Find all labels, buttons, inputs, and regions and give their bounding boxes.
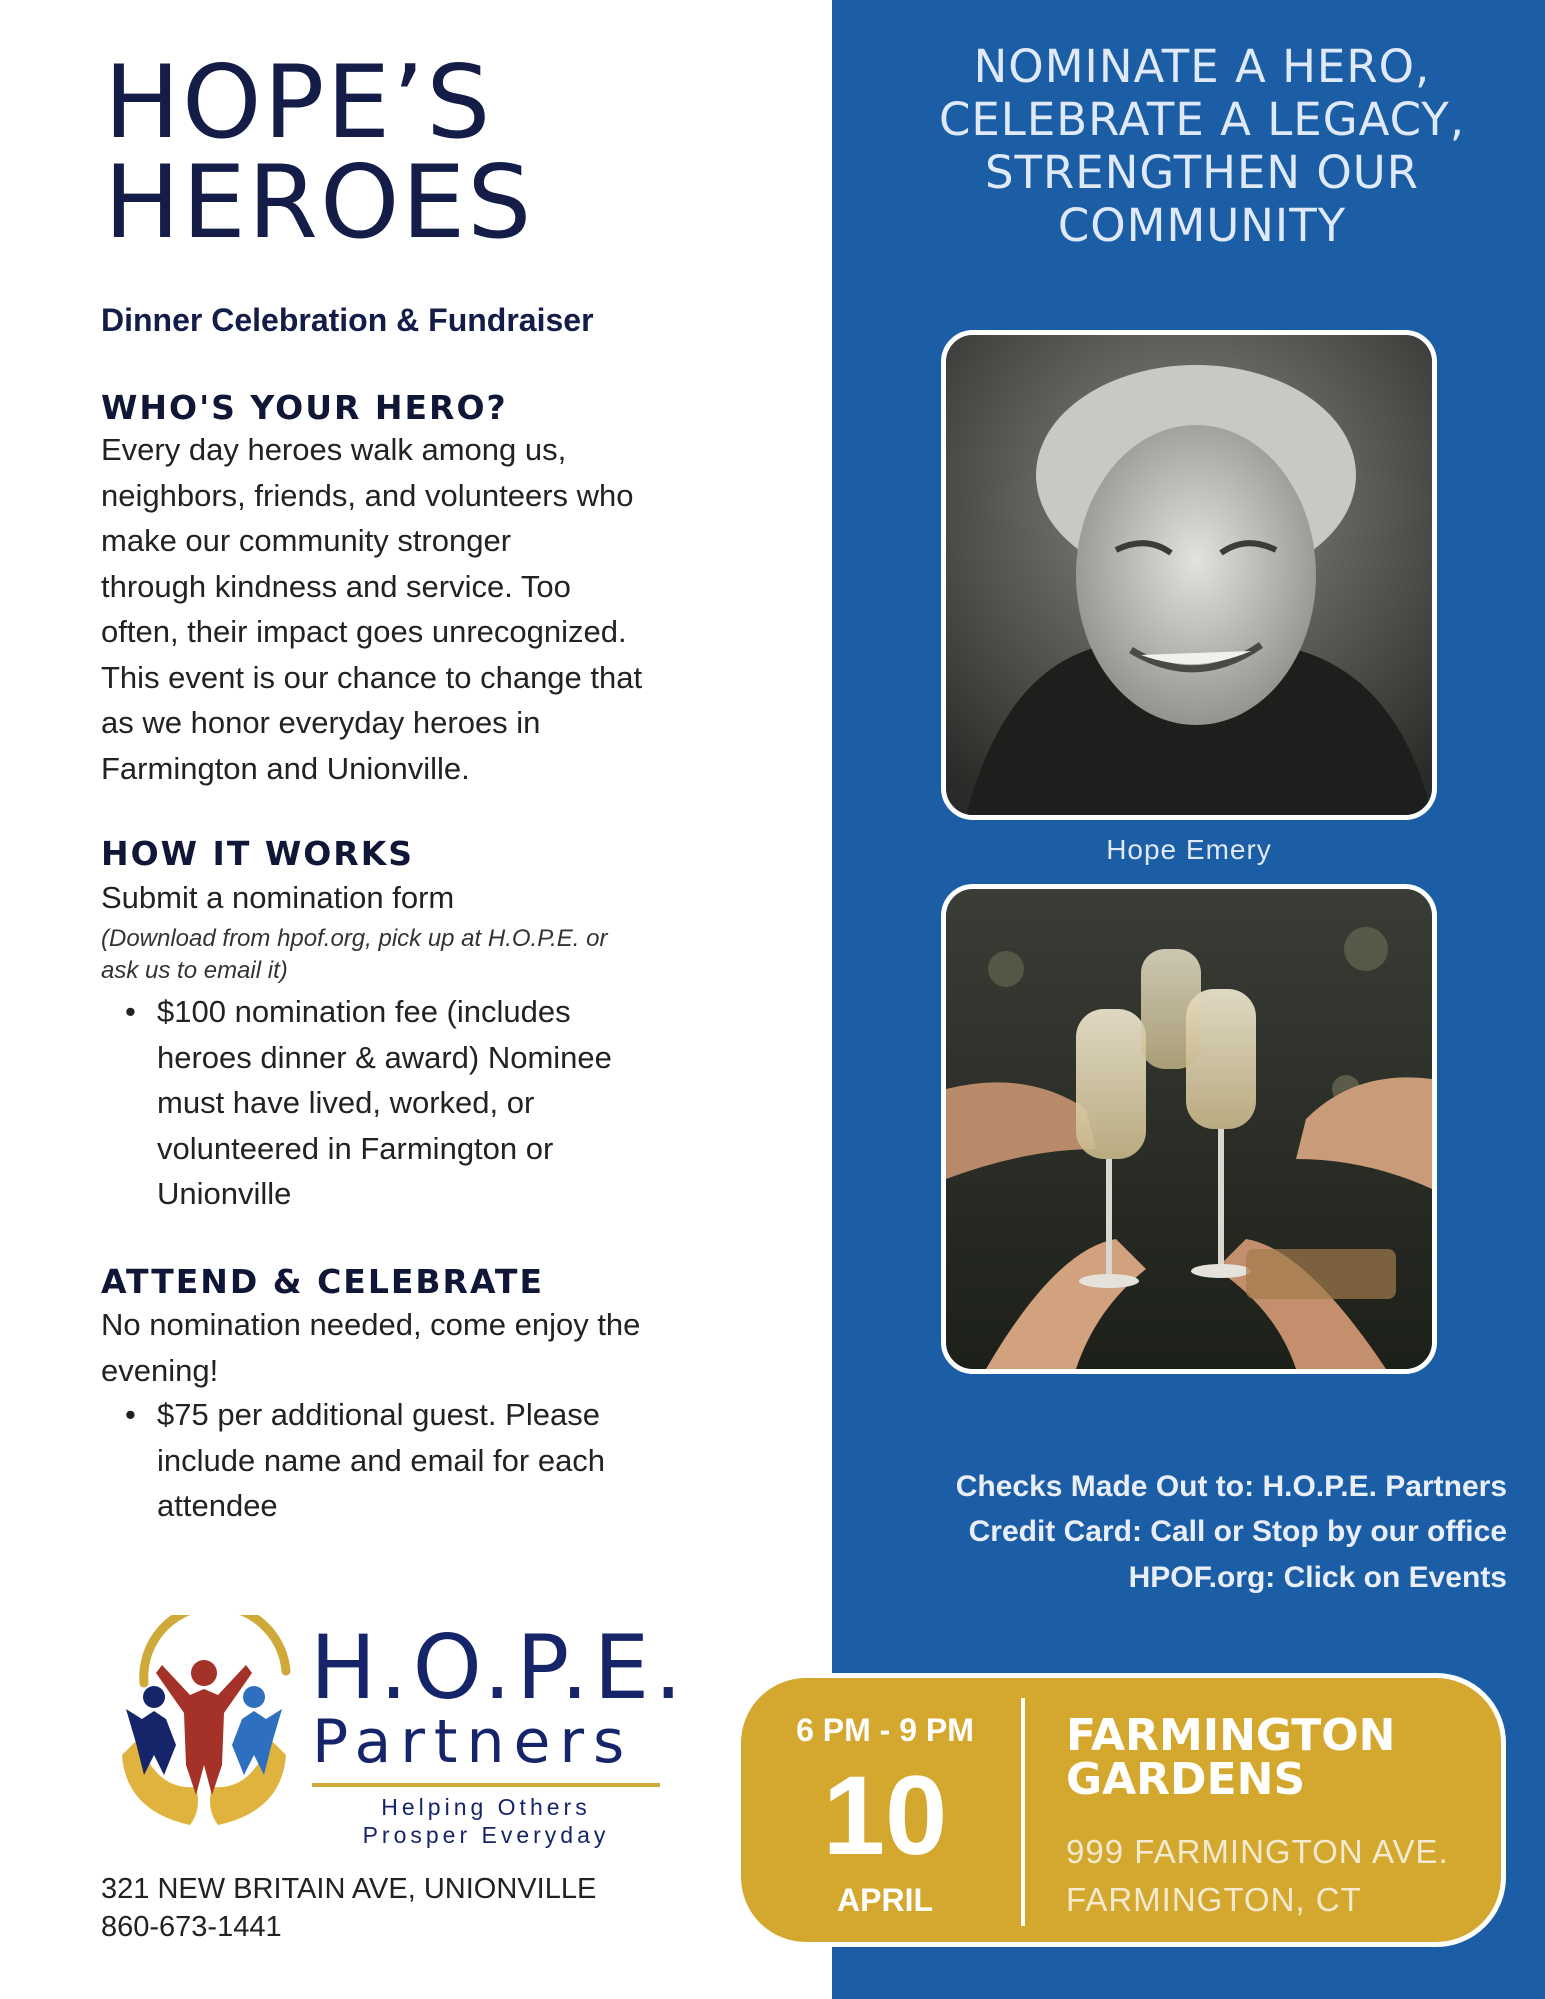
hero-line: make our community stronger	[101, 523, 512, 558]
heading-whos-your-hero: WHO'S YOUR HERO?	[101, 388, 508, 427]
bullet-line: $100 nomination fee (includes	[157, 994, 571, 1029]
title-line-1: HOPE’S	[104, 43, 493, 161]
bullet-line: attendee	[157, 1488, 278, 1523]
payment-credit-card: Credit Card: Call or Stop by our office	[968, 1515, 1507, 1548]
hero-line: This event is our chance to change that	[101, 659, 643, 695]
tagline-line: Helping Others	[381, 1794, 591, 1820]
event-divider	[1021, 1698, 1025, 1926]
tagline-line: Prosper Everyday	[362, 1822, 610, 1848]
hero-line: neighbors, friends, and volunteers who	[101, 477, 634, 513]
event-venue	[1066, 1710, 1396, 1805]
headline	[872, 40, 1532, 252]
note-line: (Download from hpof.org, pick up at H.O.P.E. or	[101, 925, 608, 952]
address-line: 999 FARMINGTON AVE.	[1066, 1833, 1449, 1870]
headline-line: STRENGTHEN OUR	[984, 146, 1420, 199]
headline-line: NOMINATE A HERO,	[973, 40, 1431, 93]
guest-fee-bullet	[125, 1392, 605, 1529]
event-details-badge	[736, 1673, 1506, 1947]
hero-line: through kindness and service. Too	[101, 568, 571, 604]
nomination-fee-bullet	[125, 989, 612, 1217]
heading-how-it-works: HOW IT WORKS	[101, 834, 415, 873]
hero-line: often, their impact goes unrecognized.	[101, 614, 627, 649]
event-day: 10	[822, 1753, 948, 1878]
bullet-line: must have lived, worked, or	[157, 1085, 535, 1120]
headline-line: CELEBRATE A LEGACY,	[938, 93, 1466, 146]
photo-caption: Hope Emery	[1106, 834, 1272, 865]
note-line: ask us to email it)	[101, 957, 288, 984]
hope-people-icon	[116, 1615, 306, 1845]
bullet-line: include name and email for each	[157, 1442, 606, 1478]
title-line-2: HEROES	[104, 143, 534, 261]
logo-tagline	[312, 1793, 660, 1849]
portrait-image	[946, 335, 1432, 815]
venue-line: GARDENS	[1066, 1754, 1306, 1805]
contact-phone: 860-673-1441	[101, 1911, 282, 1943]
event-month: APRIL	[837, 1882, 933, 1918]
payment-checks: Checks Made Out to: H.O.P.E. Partners	[955, 1470, 1507, 1503]
toast-photo	[941, 884, 1437, 1374]
attend-text	[101, 1302, 640, 1393]
address-line: FARMINGTON, CT	[1066, 1881, 1362, 1918]
event-subtitle: Dinner Celebration & Fundraiser	[101, 302, 594, 338]
portrait-photo	[941, 330, 1437, 820]
payment-website: HPOF.org: Click on Events	[1128, 1561, 1507, 1594]
logo-subname: Partners	[312, 1707, 634, 1777]
attend-line: No nomination needed, come enjoy the	[101, 1307, 641, 1342]
venue-line: FARMINGTON	[1066, 1710, 1396, 1761]
how-it-works-text: Submit a nomination form	[101, 880, 455, 915]
event-time: 6 PM - 9 PM	[796, 1712, 974, 1748]
hero-line: Every day heroes walk among us,	[101, 432, 567, 467]
headline-line: COMMUNITY	[1057, 199, 1347, 252]
bullet-line: volunteered in Farmington or	[157, 1130, 554, 1166]
toast-image	[946, 889, 1432, 1369]
event-address	[1066, 1828, 1449, 1924]
hero-line: as we honor everyday heroes in	[101, 705, 541, 740]
attend-line: evening!	[101, 1352, 219, 1388]
flyer-title	[104, 43, 534, 261]
bullet-line: heroes dinner & award) Nominee	[157, 1039, 612, 1075]
hero-line: Farmington and Unionville.	[101, 750, 470, 786]
bullet-line: Unionville	[157, 1176, 292, 1211]
bullet-line: $75 per additional guest. Please	[157, 1397, 600, 1432]
logo-name: H.O.P.E.	[310, 1616, 688, 1719]
heading-attend-celebrate: ATTEND & CELEBRATE	[101, 1262, 544, 1301]
how-it-works-note	[101, 923, 741, 987]
hope-partners-logo	[116, 1615, 688, 1848]
contact-address: 321 NEW BRITAIN AVE, UNIONVILLE	[101, 1873, 597, 1905]
hero-description	[101, 427, 642, 791]
logo-divider	[312, 1783, 660, 1787]
contact-info	[101, 1870, 596, 1946]
